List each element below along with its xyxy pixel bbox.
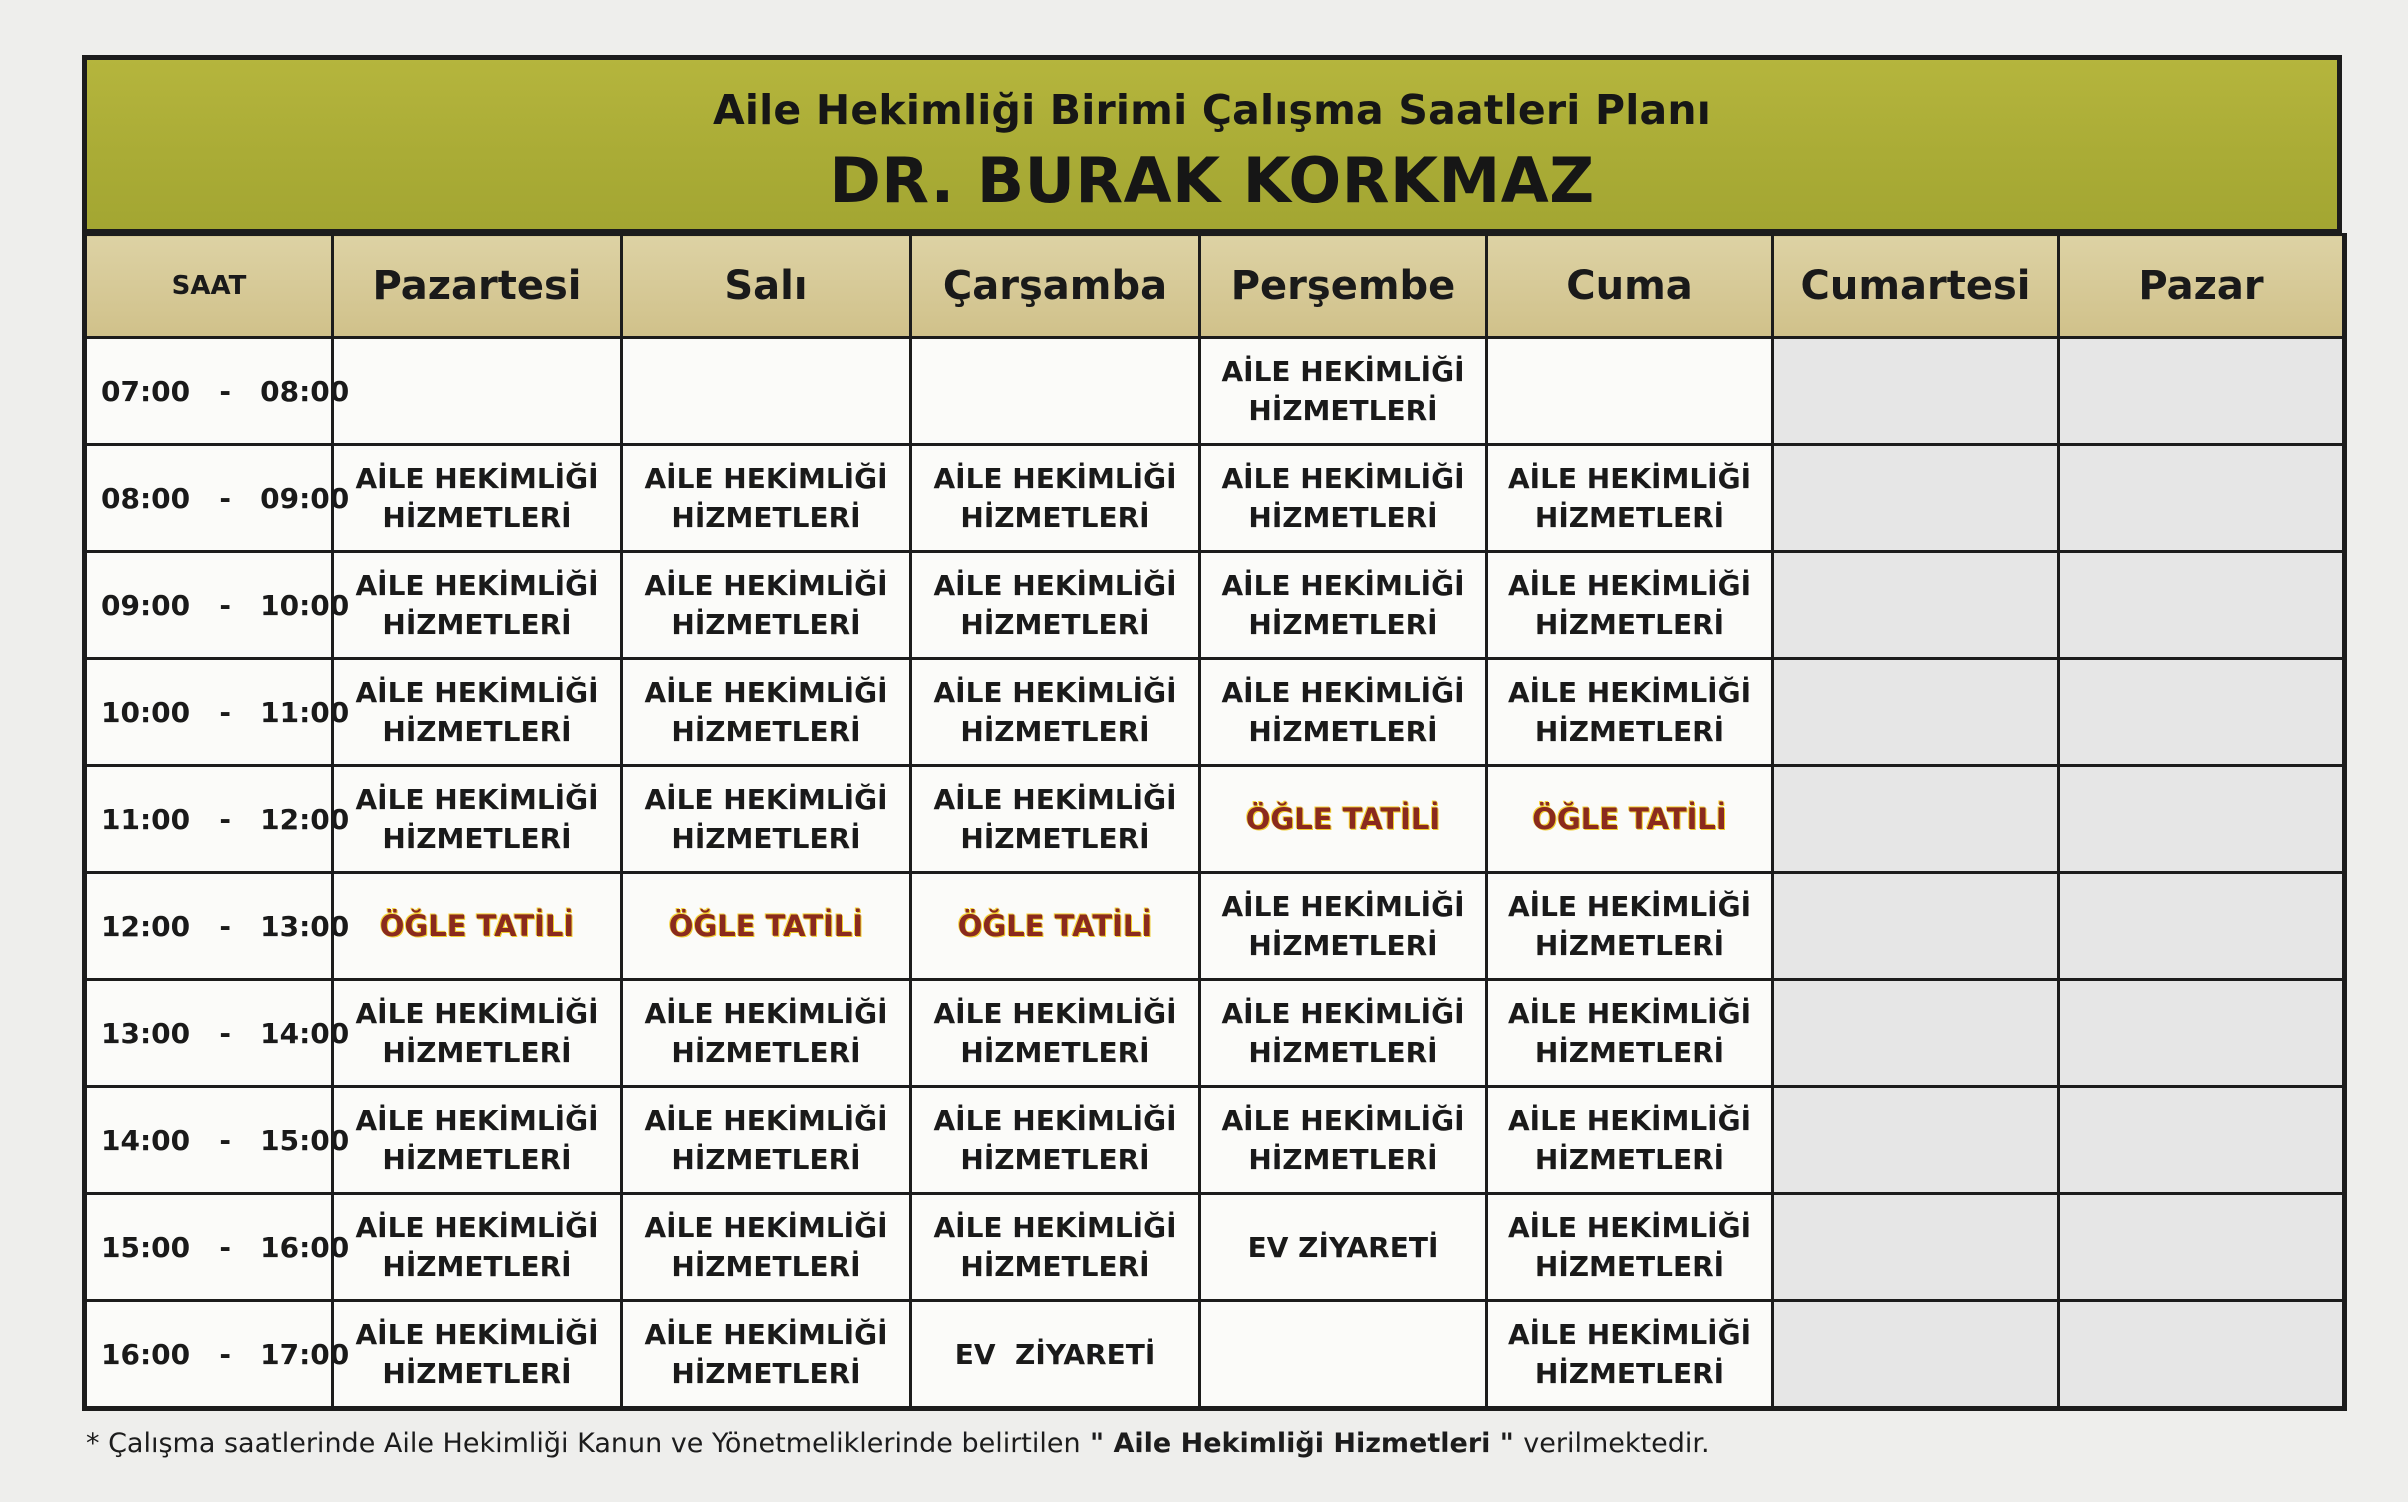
- service-line1: AİLE HEKİMLİĞİ: [644, 997, 888, 1030]
- table-row: [85, 338, 2345, 445]
- time-start: 07:00: [101, 374, 191, 408]
- time-end: 17:00: [260, 1337, 350, 1371]
- cell-weekend: [1773, 980, 2059, 1087]
- service-line2: HİZMETLERİ: [671, 715, 861, 748]
- plan-subtitle: Aile Hekimliği Birimi Çalışma Saatleri Planı: [712, 86, 1712, 134]
- service-line1: AİLE HEKİMLİĞİ: [644, 1318, 888, 1351]
- time-start: 15:00: [101, 1230, 191, 1264]
- column-header-pazar: Pazar: [2059, 235, 2345, 338]
- cell-empty: [333, 338, 622, 445]
- service-line1: AİLE HEKİMLİĞİ: [1221, 676, 1465, 709]
- cell-service: [1200, 873, 1487, 980]
- service-line1: AİLE HEKİMLİĞİ: [644, 1211, 888, 1244]
- service-line1: AİLE HEKİMLİĞİ: [933, 569, 1177, 602]
- service-line2: HİZMETLERİ: [1248, 929, 1438, 962]
- service-line1: AİLE HEKİMLİĞİ: [644, 783, 888, 816]
- cell-service: [1487, 873, 1773, 980]
- service-line2: HİZMETLERİ: [671, 822, 861, 855]
- service-line2: HİZMETLERİ: [1534, 929, 1725, 962]
- cell-service: [911, 766, 1200, 873]
- service-line1: AİLE HEKİMLİĞİ: [1507, 997, 1751, 1030]
- service-line1: AİLE HEKİMLİĞİ: [355, 462, 599, 495]
- service-line2: HİZMETLERİ: [1248, 394, 1438, 427]
- table-row: [85, 659, 2345, 766]
- time-cell: [85, 1087, 350, 1194]
- cell-service: [333, 1194, 622, 1301]
- service-line1: AİLE HEKİMLİĞİ: [644, 462, 888, 495]
- cell-lunch: [1487, 766, 1773, 873]
- cell-weekend: [1773, 1194, 2059, 1301]
- time-cell: [85, 659, 350, 766]
- lunch-label: ÖĞLE TATİLİ: [379, 908, 575, 943]
- service-line2: HİZMETLERİ: [671, 1357, 861, 1390]
- service-line1: AİLE HEKİMLİĞİ: [355, 1104, 599, 1137]
- cell-weekend: [1773, 338, 2059, 445]
- service-line2: HİZMETLERİ: [1248, 608, 1438, 641]
- cell-lunch: [1200, 766, 1487, 873]
- cell-lunch: [333, 873, 622, 980]
- service-line1: AİLE HEKİMLİĞİ: [933, 783, 1177, 816]
- column-header-carsamba: Çarşamba: [911, 235, 1200, 338]
- service-line2: HİZMETLERİ: [1534, 1357, 1725, 1390]
- cell-service: [622, 980, 911, 1087]
- schedule-sheet: [82, 55, 2342, 1411]
- table-row: [85, 445, 2345, 552]
- cell-service: [622, 1087, 911, 1194]
- cell-weekend: [1773, 1301, 2059, 1409]
- service-line2: HİZMETLERİ: [671, 501, 861, 534]
- cell-service: [1200, 338, 1487, 445]
- column-header-sali: Salı: [622, 235, 911, 338]
- time-end: 08:00: [260, 374, 350, 408]
- cell-service: [1487, 1087, 1773, 1194]
- footnote: [86, 1428, 1710, 1459]
- cell-weekend: [2059, 1301, 2345, 1409]
- cell-weekend: [2059, 338, 2345, 445]
- service-line1: AİLE HEKİMLİĞİ: [1221, 1104, 1465, 1137]
- cell-service: [1487, 980, 1773, 1087]
- time-start: 10:00: [101, 695, 191, 729]
- time-start: 13:00: [101, 1016, 191, 1050]
- cell-weekend: [2059, 1194, 2345, 1301]
- service-line1: AİLE HEKİMLİĞİ: [933, 1104, 1177, 1137]
- cell-weekend: [2059, 1087, 2345, 1194]
- service-line1: AİLE HEKİMLİĞİ: [1221, 355, 1465, 388]
- service-line2: HİZMETLERİ: [1248, 1143, 1438, 1176]
- cell-service: [911, 1194, 1200, 1301]
- time-dash: -: [219, 909, 231, 943]
- service-line1: AİLE HEKİMLİĞİ: [355, 783, 599, 816]
- cell-service: [911, 659, 1200, 766]
- service-line1: AİLE HEKİMLİĞİ: [644, 1104, 888, 1137]
- time-dash: -: [219, 802, 231, 836]
- service-line1: AİLE HEKİMLİĞİ: [355, 1211, 599, 1244]
- time-end: 16:00: [260, 1230, 350, 1264]
- cell-empty: [911, 338, 1200, 445]
- column-header-saat: SAAT: [85, 235, 333, 338]
- service-line2: HİZMETLERİ: [671, 1143, 861, 1176]
- service-line2: HİZMETLERİ: [382, 608, 572, 641]
- cell-service: [622, 659, 911, 766]
- cell-service: [911, 552, 1200, 659]
- header-row: [85, 235, 2345, 338]
- service-line2: HİZMETLERİ: [382, 1143, 572, 1176]
- cell-weekend: [1773, 873, 2059, 980]
- service-line1: AİLE HEKİMLİĞİ: [1221, 890, 1465, 923]
- table-row: [85, 552, 2345, 659]
- cell-service: [622, 1194, 911, 1301]
- cell-weekend: [2059, 980, 2345, 1087]
- service-line2: HİZMETLERİ: [1534, 501, 1725, 534]
- cell-weekend: [2059, 873, 2345, 980]
- home-visit-label: EV ZİYARETİ: [954, 1337, 1156, 1371]
- service-line2: HİZMETLERİ: [671, 1036, 861, 1069]
- service-line1: AİLE HEKİMLİĞİ: [1221, 569, 1465, 602]
- cell-empty: [1200, 1301, 1487, 1409]
- cell-lunch: [911, 873, 1200, 980]
- service-line2: HİZMETLERİ: [960, 1250, 1150, 1283]
- cell-service: [911, 445, 1200, 552]
- doctor-name: DR. BURAK KORKMAZ: [829, 144, 1595, 217]
- cell-home-visit: [911, 1301, 1200, 1409]
- cell-lunch: [622, 873, 911, 980]
- cell-service: [622, 766, 911, 873]
- service-line1: AİLE HEKİMLİĞİ: [1507, 1211, 1751, 1244]
- time-start: 11:00: [101, 802, 191, 836]
- time-end: 14:00: [260, 1016, 350, 1050]
- service-line2: HİZMETLERİ: [671, 608, 861, 641]
- service-line2: HİZMETLERİ: [382, 501, 572, 534]
- table-row: [85, 980, 2345, 1087]
- cell-service: [333, 1301, 622, 1409]
- column-header-pazartesi: Pazartesi: [333, 235, 622, 338]
- time-start: 14:00: [101, 1123, 191, 1157]
- time-dash: -: [219, 1016, 231, 1050]
- service-line1: AİLE HEKİMLİĞİ: [644, 569, 888, 602]
- cell-weekend: [1773, 1087, 2059, 1194]
- service-line1: AİLE HEKİMLİĞİ: [1221, 462, 1465, 495]
- service-line1: AİLE HEKİMLİĞİ: [1221, 997, 1465, 1030]
- time-cell: [85, 766, 350, 873]
- lunch-label: ÖĞLE TATİLİ: [1245, 801, 1441, 836]
- home-visit-label: EV ZİYARETİ: [1247, 1230, 1439, 1264]
- service-line2: HİZMETLERİ: [382, 1357, 572, 1390]
- footnote-suffix: verilmektedir.: [1523, 1428, 1710, 1459]
- service-line2: HİZMETLERİ: [382, 822, 572, 855]
- time-start: 09:00: [101, 588, 191, 622]
- time-dash: -: [219, 374, 231, 408]
- time-end: 12:00: [260, 802, 350, 836]
- time-dash: -: [219, 1123, 231, 1157]
- cell-service: [1487, 1301, 1773, 1409]
- service-line2: HİZMETLERİ: [1534, 715, 1725, 748]
- table-row: [85, 1301, 2345, 1409]
- service-line1: AİLE HEKİMLİĞİ: [355, 997, 599, 1030]
- service-line2: HİZMETLERİ: [960, 822, 1150, 855]
- cell-service: [911, 1087, 1200, 1194]
- service-line1: AİLE HEKİMLİĞİ: [1507, 1318, 1751, 1351]
- time-end: 13:00: [260, 909, 350, 943]
- footnote-prefix: * Çalışma saatlerinde Aile Hekimliği Kanun ve Yönetmeliklerinde belirtilen: [86, 1428, 1081, 1459]
- service-line2: HİZMETLERİ: [382, 1250, 572, 1283]
- service-line2: HİZMETLERİ: [1248, 501, 1438, 534]
- service-line1: AİLE HEKİMLİĞİ: [1507, 462, 1751, 495]
- cell-service: [1487, 1194, 1773, 1301]
- service-line1: AİLE HEKİMLİĞİ: [933, 676, 1177, 709]
- service-line2: HİZMETLERİ: [1248, 1036, 1438, 1069]
- service-line1: AİLE HEKİMLİĞİ: [1507, 890, 1751, 923]
- time-dash: -: [219, 1230, 231, 1264]
- time-cell: [85, 552, 350, 659]
- cell-service: [333, 1087, 622, 1194]
- time-dash: -: [219, 695, 231, 729]
- service-line1: AİLE HEKİMLİĞİ: [355, 1318, 599, 1351]
- service-line1: AİLE HEKİMLİĞİ: [933, 462, 1177, 495]
- time-end: 09:00: [260, 481, 350, 515]
- service-line1: AİLE HEKİMLİĞİ: [644, 676, 888, 709]
- cell-weekend: [1773, 445, 2059, 552]
- time-cell: [85, 1301, 350, 1409]
- time-dash: -: [219, 588, 231, 622]
- service-line2: HİZMETLERİ: [1534, 1143, 1725, 1176]
- cell-weekend: [2059, 445, 2345, 552]
- service-line1: AİLE HEKİMLİĞİ: [355, 676, 599, 709]
- column-header-cumartesi: Cumartesi: [1773, 235, 2059, 338]
- service-line2: HİZMETLERİ: [960, 608, 1150, 641]
- cell-empty: [1487, 338, 1773, 445]
- service-line2: HİZMETLERİ: [1248, 715, 1438, 748]
- service-line2: HİZMETLERİ: [382, 1036, 572, 1069]
- cell-service: [333, 980, 622, 1087]
- cell-service: [333, 445, 622, 552]
- time-end: 10:00: [260, 588, 350, 622]
- schedule-table: [82, 233, 2347, 1411]
- service-line1: AİLE HEKİMLİĞİ: [933, 997, 1177, 1030]
- time-cell: [85, 1194, 350, 1301]
- service-line2: HİZMETLERİ: [382, 715, 572, 748]
- cell-service: [1200, 1087, 1487, 1194]
- cell-service: [1200, 552, 1487, 659]
- time-start: 08:00: [101, 481, 191, 515]
- cell-weekend: [2059, 659, 2345, 766]
- cell-service: [333, 552, 622, 659]
- service-line1: AİLE HEKİMLİĞİ: [1507, 676, 1751, 709]
- lunch-label: ÖĞLE TATİLİ: [1532, 801, 1727, 836]
- table-row: [85, 873, 2345, 980]
- cell-service: [333, 659, 622, 766]
- service-line1: AİLE HEKİMLİĞİ: [1507, 1104, 1751, 1137]
- cell-service: [622, 445, 911, 552]
- cell-service: [911, 980, 1200, 1087]
- service-line2: HİZMETLERİ: [1534, 608, 1725, 641]
- service-line1: AİLE HEKİMLİĞİ: [1507, 569, 1751, 602]
- cell-empty: [622, 338, 911, 445]
- time-end: 11:00: [260, 695, 350, 729]
- service-line2: HİZMETLERİ: [1534, 1250, 1725, 1283]
- cell-weekend: [2059, 552, 2345, 659]
- cell-service: [1200, 659, 1487, 766]
- cell-weekend: [1773, 552, 2059, 659]
- cell-service: [1200, 445, 1487, 552]
- service-line2: HİZMETLERİ: [960, 501, 1150, 534]
- footnote-emphasis: " Aile Hekimliği Hizmetleri ": [1080, 1428, 1524, 1459]
- cell-weekend: [1773, 659, 2059, 766]
- table-row: [85, 1087, 2345, 1194]
- lunch-label: ÖĞLE TATİLİ: [668, 908, 864, 943]
- cell-service: [333, 766, 622, 873]
- cell-service: [1487, 659, 1773, 766]
- service-line2: HİZMETLERİ: [960, 1036, 1150, 1069]
- cell-weekend: [2059, 766, 2345, 873]
- service-line2: HİZMETLERİ: [960, 715, 1150, 748]
- service-line2: HİZMETLERİ: [960, 1143, 1150, 1176]
- lunch-label: ÖĞLE TATİLİ: [957, 908, 1153, 943]
- service-line2: HİZMETLERİ: [1534, 1036, 1725, 1069]
- cell-weekend: [1773, 766, 2059, 873]
- cell-service: [1487, 445, 1773, 552]
- column-header-cuma: Cuma: [1487, 235, 1773, 338]
- time-dash: -: [219, 1337, 231, 1371]
- cell-service: [622, 1301, 911, 1409]
- time-start: 12:00: [101, 909, 191, 943]
- time-cell: [85, 445, 350, 552]
- cell-service: [1200, 980, 1487, 1087]
- time-cell: [85, 980, 350, 1087]
- cell-service: [1487, 552, 1773, 659]
- title-band: [82, 55, 2342, 233]
- cell-home-visit: [1200, 1194, 1487, 1301]
- cell-service: [622, 552, 911, 659]
- table-row: [85, 1194, 2345, 1301]
- time-dash: -: [219, 481, 231, 515]
- time-cell: [85, 338, 350, 445]
- time-start: 16:00: [101, 1337, 191, 1371]
- service-line1: AİLE HEKİMLİĞİ: [933, 1211, 1177, 1244]
- service-line1: AİLE HEKİMLİĞİ: [355, 569, 599, 602]
- column-header-persembe: Perşembe: [1200, 235, 1487, 338]
- table-row: [85, 766, 2345, 873]
- time-cell: [85, 873, 350, 980]
- time-end: 15:00: [260, 1123, 350, 1157]
- service-line2: HİZMETLERİ: [671, 1250, 861, 1283]
